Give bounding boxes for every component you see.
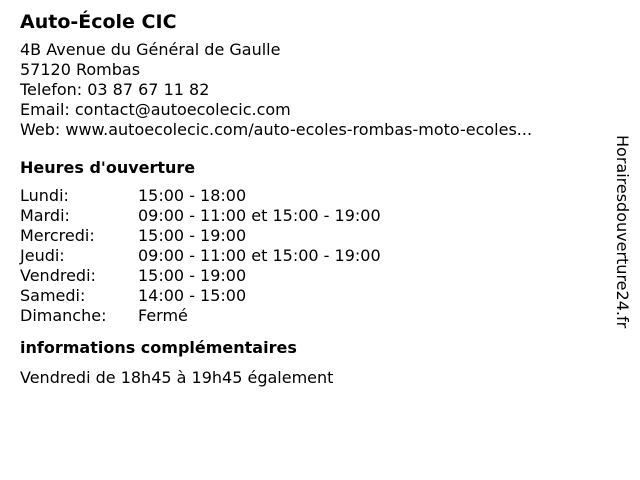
website-url: Web: www.autoecolecic.com/auto-ecoles-rombas-moto-ecoles...: [20, 120, 533, 139]
hours-day: Mardi:: [20, 206, 70, 225]
business-name: Auto-École CIC: [20, 11, 177, 33]
hours-time: 15:00 - 19:00: [138, 266, 247, 285]
hours-day: Dimanche:: [20, 306, 107, 325]
hours-time: 15:00 - 19:00: [138, 226, 247, 245]
hours-row-tuesday: [20, 206, 610, 226]
site-watermark: Horairesdouverture24.fr: [613, 135, 632, 329]
opening-hours-heading: Heures d'ouverture: [20, 158, 196, 177]
additional-info-text: Vendredi de 18h45 à 19h45 également: [20, 368, 334, 387]
hours-time: 09:00 - 11:00 et 15:00 - 19:00: [138, 246, 381, 265]
hours-row-monday: [20, 186, 610, 206]
hours-day: Samedi:: [20, 286, 86, 305]
hours-row-saturday: [20, 286, 610, 306]
phone-number: Telefon: 03 87 67 11 82: [20, 80, 210, 99]
hours-day: Jeudi:: [20, 246, 65, 265]
additional-info-heading: informations complémentaires: [20, 338, 297, 357]
hours-row-wednesday: [20, 226, 610, 246]
hours-day: Mercredi:: [20, 226, 95, 245]
business-card: [20, 10, 610, 388]
hours-time: Fermé: [138, 306, 188, 325]
hours-row-sunday: [20, 306, 610, 326]
hours-row-friday: [20, 266, 610, 286]
hours-row-thursday: [20, 246, 610, 266]
opening-hours-table: [20, 186, 610, 326]
hours-time: 15:00 - 18:00: [138, 186, 247, 205]
address-line-1: 4B Avenue du Général de Gaulle: [20, 40, 281, 59]
hours-day: Vendredi:: [20, 266, 96, 285]
hours-time: 14:00 - 15:00: [138, 286, 247, 305]
hours-day: Lundi:: [20, 186, 69, 205]
hours-time: 09:00 - 11:00 et 15:00 - 19:00: [138, 206, 381, 225]
address-line-2: 57120 Rombas: [20, 60, 141, 79]
email-address: Email: contact@autoecolecic.com: [20, 100, 291, 119]
